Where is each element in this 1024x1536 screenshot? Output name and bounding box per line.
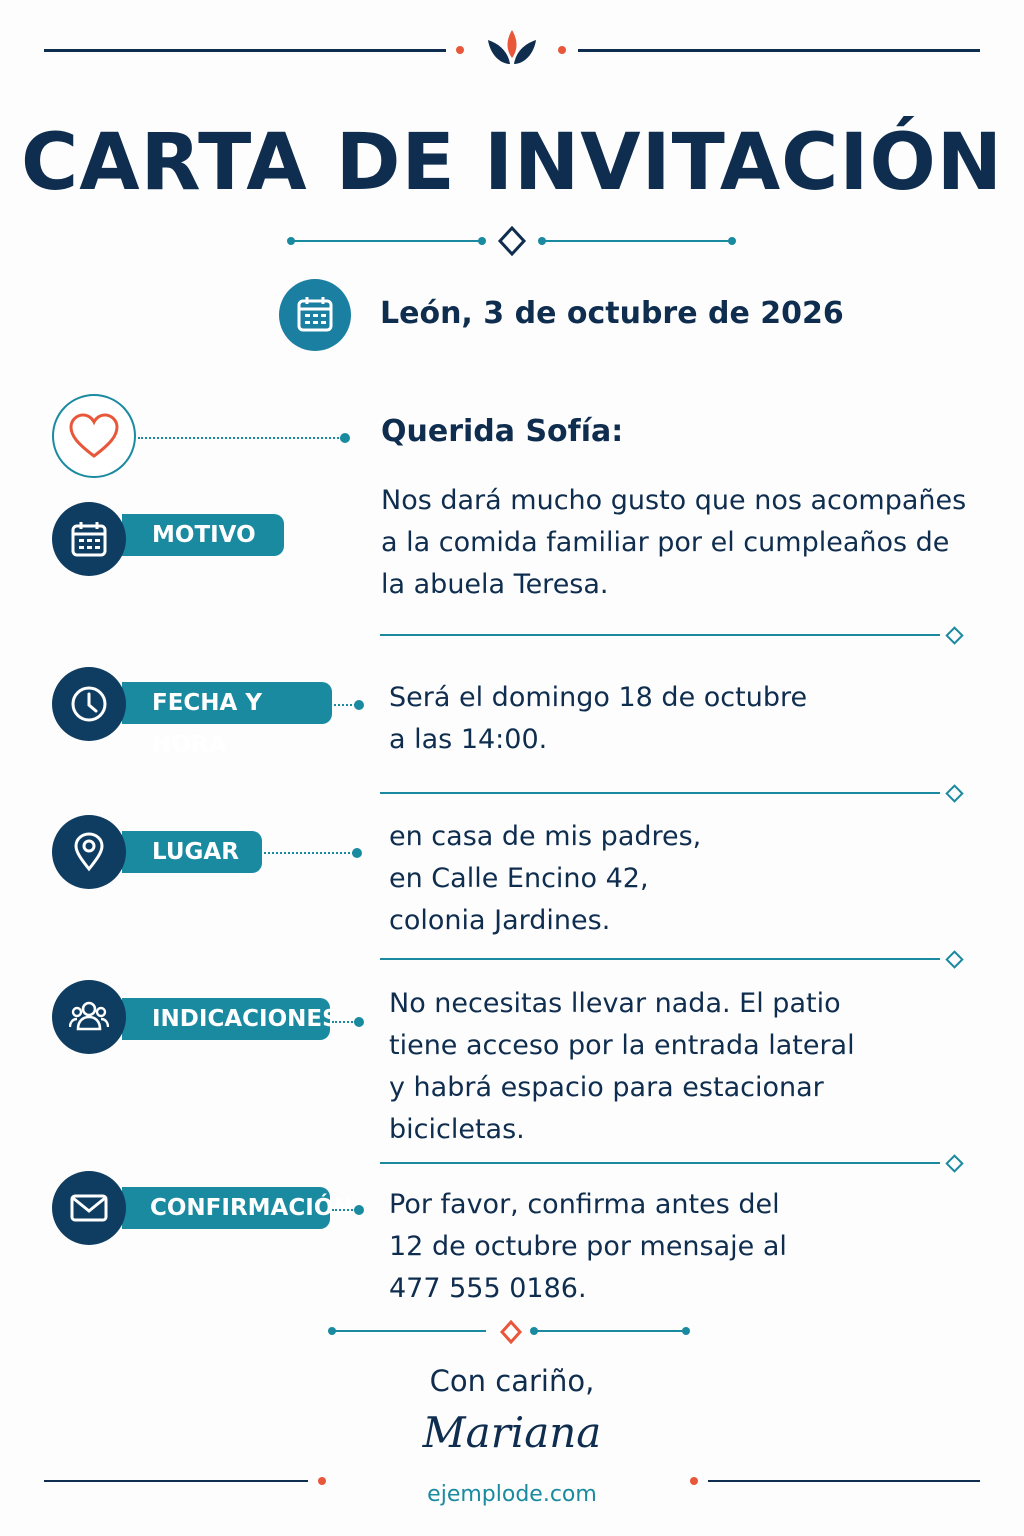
section-separator <box>380 634 940 636</box>
section-separator <box>380 792 940 794</box>
top-rule-left <box>44 49 446 52</box>
top-dot-right <box>558 46 566 54</box>
calendar-icon <box>295 294 335 334</box>
section-connector <box>334 704 356 706</box>
envelope-icon <box>69 1188 109 1228</box>
section-connector-end <box>354 1017 364 1027</box>
section-text-indicaciones: No necesitas llevar nada. El patio tiene acceso por la entrada lateral y habrá espacio para estacionar bicicletas. <box>389 988 855 1145</box>
separator-diamond-icon <box>945 950 963 968</box>
closing-rule-right <box>536 1330 686 1332</box>
page-title: CARTA DE INVITACIÓN <box>20 118 1004 208</box>
section-text-fecha-hora: Será el domingo 18 de octubre a las 14:00. <box>389 682 808 755</box>
section-icon-indicaciones <box>52 980 126 1054</box>
section-label-indicaciones: INDICACIONES <box>122 998 330 1040</box>
section-label-motivo: MOTIVO <box>122 514 284 556</box>
section-separator <box>380 1162 940 1164</box>
greeting-connector-end <box>340 433 350 443</box>
clock-icon <box>69 684 109 724</box>
section-separator <box>380 958 940 960</box>
closing-rule-dot-right <box>682 1327 690 1335</box>
section-icon-motivo <box>52 502 126 576</box>
section-connector-end <box>352 848 362 858</box>
section-connector <box>332 1209 356 1211</box>
greeting-connector <box>138 437 342 439</box>
section-text-lugar: en casa de mis padres, en Calle Encino 42, colonia Jardines. <box>389 821 702 936</box>
closing-rule-left <box>334 1330 486 1332</box>
section-text-confirmacion: Por favor, confirma antes del 12 de octubre por mensaje al 477 555 0186. <box>389 1189 787 1304</box>
website-link[interactable]: ejemplode.com <box>427 1482 597 1507</box>
diamond-icon <box>497 226 527 256</box>
section-icon-confirmacion <box>52 1171 126 1245</box>
date-line: León, 3 de octubre de 2026 <box>380 296 844 331</box>
section-label-fecha-hora: FECHA Y HORA <box>122 682 332 724</box>
closing-text: Con cariño, <box>429 1364 595 1398</box>
signature: Mariana <box>422 1408 602 1457</box>
title-rule-dot-inner-left <box>478 237 486 245</box>
section-icon-lugar <box>52 815 126 889</box>
heart-badge <box>52 394 136 478</box>
location-pin-icon <box>69 832 109 872</box>
leaf-ornament-icon <box>484 26 540 70</box>
section-label-lugar: LUGAR <box>122 831 262 873</box>
section-connector-end <box>354 700 364 710</box>
top-dot-left <box>456 46 464 54</box>
separator-diamond-icon <box>945 626 963 644</box>
section-label-confirmacion: CONFIRMACIÓN <box>122 1187 330 1229</box>
heart-icon <box>68 412 120 460</box>
calendar-icon <box>69 519 109 559</box>
section-text-motivo: Nos dará mucho gusto que nos acompañes a la comida familiar por el cumpleaños de la abuela Teresa. <box>381 485 967 600</box>
separator-diamond-icon <box>945 784 963 802</box>
section-connector <box>332 1021 356 1023</box>
top-rule-right <box>578 49 980 52</box>
title-rule-left <box>293 240 483 242</box>
section-connector <box>264 852 354 854</box>
greeting: Querida Sofía: <box>381 414 624 449</box>
section-icon-fecha-hora <box>52 667 126 741</box>
section-connector-end <box>354 1205 364 1215</box>
people-icon <box>69 997 109 1037</box>
separator-diamond-icon <box>945 1154 963 1172</box>
date-calendar-badge <box>279 279 351 351</box>
title-rule-dot-right <box>728 237 736 245</box>
title-rule-right <box>543 240 733 242</box>
closing-diamond-icon <box>499 1320 523 1344</box>
